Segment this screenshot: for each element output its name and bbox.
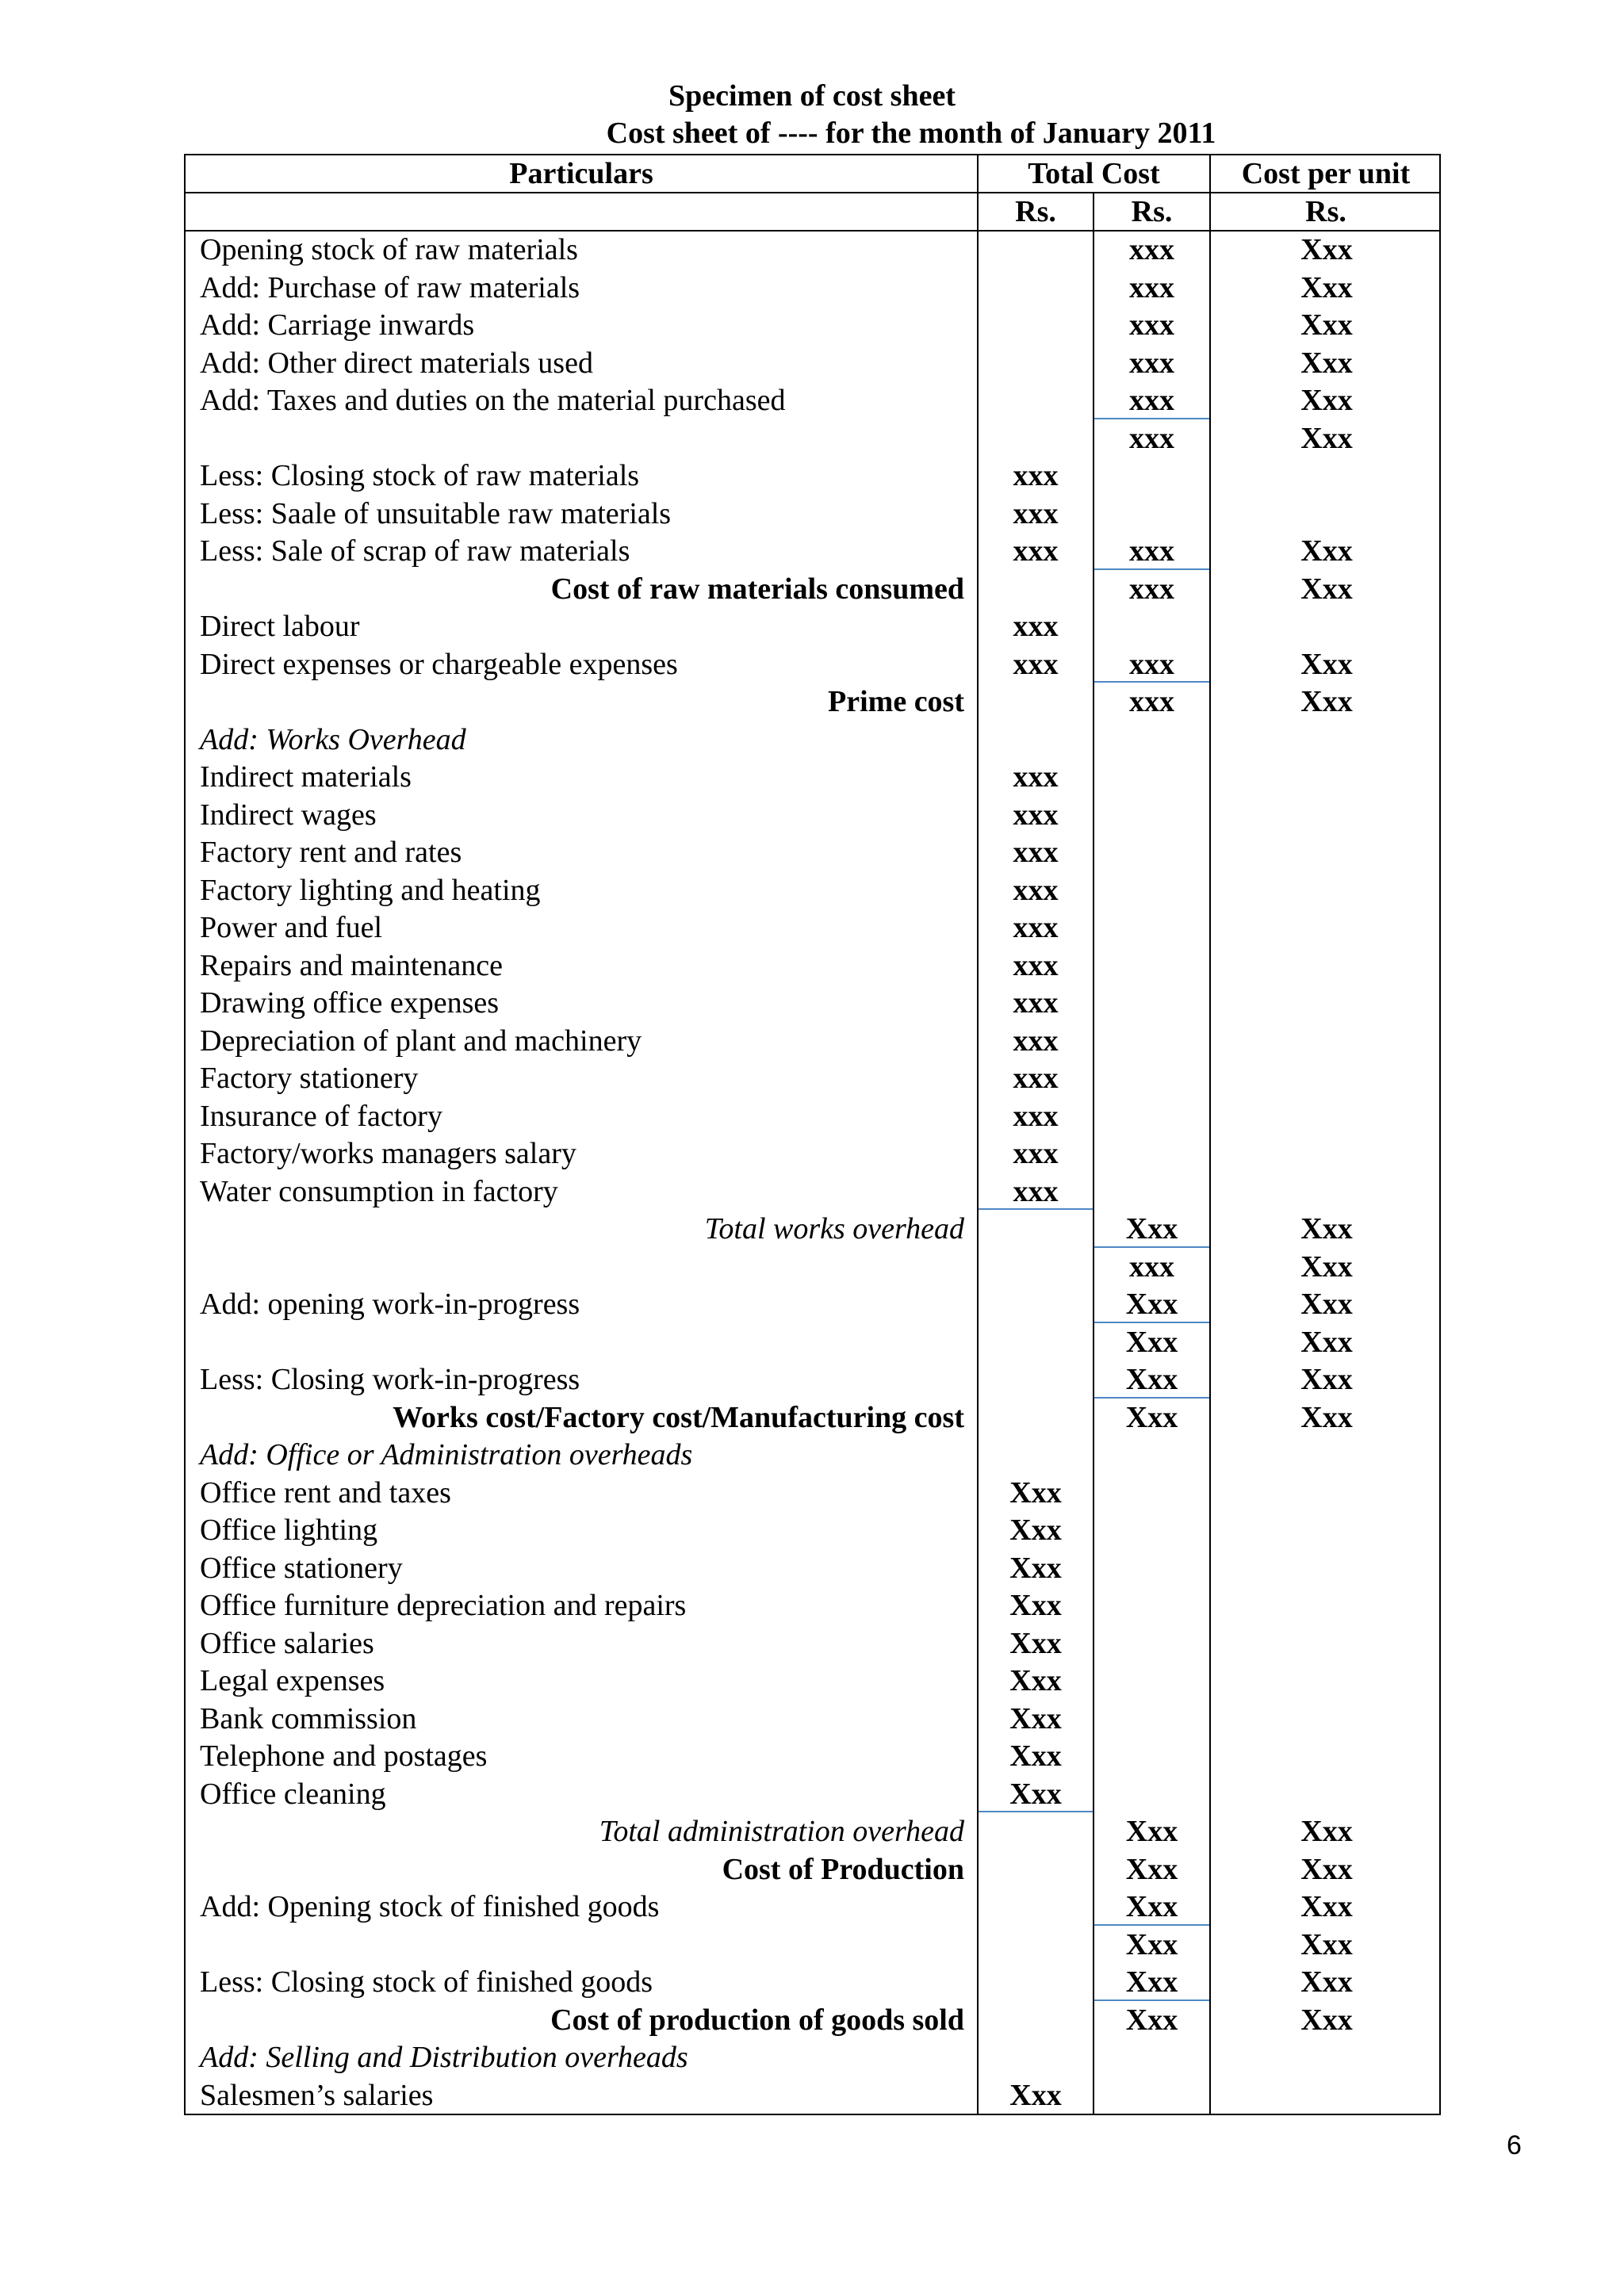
subheader-rs: Rs.: [1305, 195, 1346, 228]
amount-cell-c2: [1094, 1587, 1209, 1625]
amount-cell-c3: [1211, 947, 1442, 985]
amount-cell-c1: xxx: [1013, 534, 1059, 568]
amount-cell-c3: [1211, 1475, 1442, 1513]
amount-cell-c3: [1211, 909, 1442, 947]
row-label: Less: Closing stock of finished goods: [200, 1965, 653, 1999]
amount-cell-c3: [1211, 1098, 1442, 1136]
table-row: [186, 1663, 1442, 1701]
amount-cell-c1: xxx: [1013, 1024, 1059, 1058]
table-row: [186, 1361, 1442, 1399]
row-label: Add: Opening stock of finished goods: [200, 1890, 660, 1923]
amount-cell-c3: [1211, 457, 1442, 496]
amount-cell-c2: [1094, 1475, 1209, 1513]
amount-cell-c1: xxx: [1013, 760, 1059, 794]
row-label: Cost of raw materials consumed: [550, 572, 964, 606]
amount-cell-c2: [1094, 1135, 1209, 1173]
amount-cell-c2: Xxx: [1125, 2003, 1178, 2037]
amount-cell-c2: [1094, 721, 1209, 760]
cost-sheet-table: [184, 154, 1441, 2115]
row-label: Office stationery: [200, 1551, 403, 1585]
amount-cell-c1: Xxx: [1009, 1551, 1062, 1585]
table-row: [186, 1249, 1442, 1287]
subtotal-underline: [1094, 1246, 1209, 1248]
amount-cell-c1: [979, 683, 1093, 721]
table-row: [186, 345, 1442, 383]
header-particulars: Particulars: [509, 157, 653, 190]
amount-cell-c2: xxx: [1129, 534, 1174, 568]
table-row: [186, 872, 1442, 910]
table-row: [186, 1701, 1442, 1739]
amount-cell-c2: [1094, 909, 1209, 947]
row-label: [200, 1927, 969, 1965]
row-label: Add: Works Overhead: [200, 722, 466, 756]
row-label: Office salaries: [200, 1626, 374, 1660]
amount-cell-c3: Xxx: [1300, 1965, 1353, 1999]
table-row: [186, 1927, 1442, 1965]
amount-cell-c1: Xxx: [1009, 1664, 1062, 1697]
subtotal-underline: [979, 1811, 1093, 1812]
row-label: [200, 1249, 969, 1287]
header-cost-per-unit: Cost per unit: [1241, 157, 1411, 190]
amount-cell-c1: [979, 2002, 1093, 2040]
amount-cell-c2: Xxx: [1125, 1400, 1178, 1434]
amount-cell-c1: Xxx: [1009, 1513, 1062, 1547]
amount-cell-c1: xxx: [1013, 1062, 1059, 1095]
amount-cell-c1: [979, 1399, 1093, 1437]
amount-cell-c2: [1094, 1776, 1209, 1814]
subtotal-underline: [1094, 1397, 1209, 1399]
table-row: [186, 1098, 1442, 1136]
row-label: Less: Saale of unsuitable raw materials: [200, 496, 672, 530]
row-label: Opening stock of raw materials: [200, 233, 578, 266]
row-label: Indirect materials: [200, 760, 412, 794]
amount-cell-c3: Xxx: [1300, 346, 1353, 380]
amount-cell-c3: [1211, 834, 1442, 872]
row-label: Factory stationery: [200, 1062, 419, 1095]
row-label: Less: Sale of scrap of raw materials: [200, 534, 630, 568]
table-row: [186, 646, 1442, 684]
amount-cell-c3: Xxx: [1300, 233, 1353, 266]
table-row: [186, 1475, 1442, 1513]
amount-cell-c1: [979, 1964, 1093, 2002]
amount-cell-c3: [1211, 759, 1442, 797]
amount-cell-c3: [1211, 1663, 1442, 1701]
amount-cell-c2: [1094, 1023, 1209, 1061]
table-row: [186, 307, 1442, 345]
table-row: [186, 2077, 1442, 2115]
row-label: Less: Closing work-in-progress: [200, 1363, 580, 1396]
amount-cell-c2: Xxx: [1125, 1325, 1178, 1359]
amount-cell-c3: Xxx: [1300, 2003, 1353, 2037]
table-row: [186, 1587, 1442, 1625]
amount-cell-c2: [1094, 985, 1209, 1023]
amount-cell-c3: Xxx: [1300, 685, 1353, 718]
row-label: Depreciation of plant and machinery: [200, 1024, 642, 1058]
amount-cell-c2: [1094, 1625, 1209, 1663]
amount-cell-c1: xxx: [1013, 798, 1059, 832]
amount-cell-c2: Xxx: [1125, 1890, 1178, 1923]
amount-cell-c3: Xxx: [1300, 1400, 1353, 1434]
amount-cell-c1: Xxx: [1009, 1475, 1062, 1510]
amount-cell-c1: [979, 1813, 1093, 1851]
row-label: Bank commission: [200, 1701, 417, 1735]
amount-cell-c2: xxx: [1129, 572, 1174, 606]
amount-cell-c3: Xxx: [1300, 1890, 1353, 1923]
table-row: [186, 2002, 1442, 2040]
table-row: [186, 721, 1442, 760]
amount-cell-c3: Xxx: [1300, 534, 1353, 568]
row-label: Total administration overhead: [599, 1815, 964, 1848]
amount-cell-c2: [1094, 1701, 1209, 1739]
row-label: Add: Office or Administration overheads: [200, 1438, 693, 1471]
row-label: Drawing office expenses: [200, 986, 500, 1020]
subtotal-underline: [1094, 681, 1209, 683]
subtotal-underline: [1094, 1999, 1209, 2001]
row-label: Add: Purchase of raw materials: [200, 270, 580, 304]
table-row: [186, 797, 1442, 835]
amount-cell-c3: Xxx: [1300, 647, 1353, 681]
amount-cell-c3: [1211, 1550, 1442, 1588]
table-row: [186, 683, 1442, 721]
amount-cell-c2: Xxx: [1125, 1363, 1178, 1396]
amount-cell-c2: Xxx: [1125, 1965, 1178, 1999]
table-row: [186, 909, 1442, 947]
amount-cell-c1: [979, 420, 1093, 458]
table-row: [186, 947, 1442, 985]
table-row: [186, 1776, 1442, 1814]
row-label: Add: Carriage inwards: [200, 308, 475, 342]
amount-cell-c2: xxx: [1129, 346, 1174, 380]
amount-cell-c3: [1211, 2077, 1442, 2115]
amount-cell-c3: [1211, 1625, 1442, 1663]
amount-cell-c3: [1211, 872, 1442, 910]
table-row: [186, 1324, 1442, 1362]
amount-cell-c2: [1094, 608, 1209, 646]
amount-cell-c2: xxx: [1129, 1249, 1174, 1284]
table-row: [186, 1964, 1442, 2002]
table-row: [186, 759, 1442, 797]
table-row: [186, 1173, 1442, 1211]
amount-cell-c1: xxx: [1013, 459, 1059, 492]
amount-cell-c1: [979, 382, 1093, 420]
amount-cell-c1: xxx: [1013, 1137, 1059, 1170]
amount-cell-c1: xxx: [1013, 1099, 1059, 1133]
amount-cell-c2: [1094, 947, 1209, 985]
amount-cell-c2: [1094, 457, 1209, 496]
row-label: [200, 420, 969, 458]
amount-cell-c2: xxx: [1129, 233, 1174, 266]
amount-cell-c2: Xxx: [1125, 1815, 1178, 1848]
row-label: Legal expenses: [200, 1664, 385, 1697]
row-label: Add: Taxes and duties on the material purchased: [200, 384, 786, 417]
row-label: Cost of production of goods sold: [550, 2003, 964, 2037]
subtotal-underline: [1094, 568, 1209, 570]
amount-cell-c3: Xxx: [1300, 308, 1353, 342]
row-label: Factory rent and rates: [200, 836, 462, 869]
table-row: [186, 2039, 1442, 2077]
table-row: [186, 1738, 1442, 1776]
amount-cell-c1: Xxx: [1009, 1626, 1062, 1660]
amount-cell-c3: [1211, 797, 1442, 835]
amount-cell-c3: [1211, 608, 1442, 646]
table-row: [186, 1851, 1442, 1889]
table-row: [186, 1286, 1442, 1324]
page-number: 6: [1507, 2130, 1522, 2160]
amount-cell-c1: Xxx: [1009, 2078, 1062, 2112]
amount-cell-c3: Xxx: [1300, 270, 1353, 304]
row-label: Office cleaning: [200, 1777, 386, 1811]
row-label: Direct labour: [200, 610, 360, 643]
amount-cell-c1: Xxx: [1009, 1589, 1062, 1622]
amount-cell-c2: [1094, 1437, 1209, 1475]
row-label: Add: Selling and Distribution overheads: [200, 2041, 688, 2074]
amount-cell-c1: [979, 1211, 1093, 1249]
row-label: Add: opening work-in-progress: [200, 1288, 580, 1321]
document-title: Specimen of cost sheet: [668, 79, 956, 113]
amount-cell-c3: Xxx: [1300, 384, 1353, 417]
row-label: Repairs and maintenance: [200, 948, 503, 982]
amount-cell-c1: [979, 1286, 1093, 1324]
amount-cell-c1: [979, 1437, 1093, 1475]
amount-cell-c2: [1094, 2039, 1209, 2077]
amount-cell-c1: [979, 1249, 1093, 1287]
amount-cell-c1: [979, 1361, 1093, 1399]
amount-cell-c1: [979, 1888, 1093, 1927]
table-row: [186, 457, 1442, 496]
amount-cell-c3: [1211, 1437, 1442, 1475]
amount-cell-c1: xxx: [1013, 496, 1059, 530]
amount-cell-c1: [979, 232, 1093, 270]
table-row: [186, 382, 1442, 420]
amount-cell-c3: Xxx: [1300, 1815, 1353, 1848]
amount-cell-c2: xxx: [1129, 421, 1174, 455]
amount-cell-c3: [1211, 496, 1442, 534]
amount-cell-c3: Xxx: [1300, 421, 1353, 455]
amount-cell-c3: [1211, 1776, 1442, 1814]
amount-cell-c1: xxx: [1013, 873, 1059, 907]
row-label: Water consumption in factory: [200, 1174, 558, 1208]
row-label: Office rent and taxes: [200, 1475, 451, 1510]
table-row: [186, 1023, 1442, 1061]
table-row: [186, 1135, 1442, 1173]
subtotal-underline: [1094, 1924, 1209, 1926]
amount-cell-c2: [1094, 1098, 1209, 1136]
row-label: Insurance of factory: [200, 1099, 442, 1133]
amount-cell-c2: xxx: [1129, 270, 1174, 304]
row-label: Salesmen’s salaries: [200, 2078, 434, 2112]
table-row: [186, 232, 1442, 270]
amount-cell-c2: [1094, 496, 1209, 534]
amount-cell-c2: [1094, 1663, 1209, 1701]
amount-cell-c2: [1094, 1060, 1209, 1098]
table-row: [186, 608, 1442, 646]
row-label: Add: Other direct materials used: [200, 346, 593, 380]
amount-cell-c2: [1094, 1173, 1209, 1211]
header-total-cost: Total Cost: [1028, 157, 1160, 190]
amount-cell-c3: Xxx: [1300, 1212, 1353, 1246]
amount-cell-c3: Xxx: [1300, 1363, 1353, 1396]
row-label: Factory/works managers salary: [200, 1137, 576, 1170]
table-row: [186, 1550, 1442, 1588]
amount-cell-c3: Xxx: [1300, 1927, 1353, 1961]
amount-cell-c3: Xxx: [1300, 1325, 1353, 1359]
amount-cell-c2: Xxx: [1125, 1927, 1178, 1961]
table-row: [186, 1512, 1442, 1550]
amount-cell-c2: [1094, 1550, 1209, 1588]
amount-cell-c1: [979, 307, 1093, 345]
amount-cell-c2: xxx: [1129, 308, 1174, 342]
amount-cell-c3: [1211, 721, 1442, 760]
row-label: Factory lighting and heating: [200, 873, 541, 907]
amount-cell-c3: [1211, 2039, 1442, 2077]
document-subtitle: Cost sheet of ---- for the month of January 2011: [606, 117, 1216, 150]
amount-cell-c3: [1211, 1701, 1442, 1739]
amount-cell-c1: Xxx: [1009, 1777, 1062, 1811]
table-row: [186, 420, 1442, 458]
amount-cell-c3: Xxx: [1300, 1288, 1353, 1321]
amount-cell-c1: xxx: [1013, 647, 1059, 681]
amount-cell-c1: [979, 2039, 1093, 2077]
amount-cell-c1: xxx: [1013, 836, 1059, 869]
amount-cell-c3: [1211, 1738, 1442, 1776]
amount-cell-c3: [1211, 1173, 1442, 1211]
subtotal-underline: [979, 1208, 1093, 1210]
table-row: [186, 1399, 1442, 1437]
amount-cell-c3: [1211, 985, 1442, 1023]
row-label: Indirect wages: [200, 798, 377, 832]
table-row: [186, 834, 1442, 872]
amount-cell-c1: [979, 1324, 1093, 1362]
row-label: Power and fuel: [200, 911, 383, 944]
amount-cell-c3: [1211, 1135, 1442, 1173]
amount-cell-c2: [1094, 834, 1209, 872]
amount-cell-c3: Xxx: [1300, 572, 1353, 606]
amount-cell-c2: xxx: [1129, 685, 1174, 718]
amount-cell-c2: [1094, 872, 1209, 910]
amount-cell-c2: xxx: [1129, 647, 1174, 681]
amount-cell-c1: xxx: [1013, 986, 1059, 1020]
amount-cell-c2: [1094, 2077, 1209, 2115]
amount-cell-c1: [979, 1927, 1093, 1965]
row-label: Office furniture depreciation and repairs: [200, 1589, 687, 1622]
amount-cell-c2: [1094, 759, 1209, 797]
amount-cell-c3: Xxx: [1300, 1249, 1353, 1284]
row-label: Office lighting: [200, 1513, 378, 1547]
amount-cell-c3: [1211, 1587, 1442, 1625]
row-label: Prime cost: [828, 685, 964, 718]
row-label: Telephone and postages: [200, 1739, 488, 1773]
amount-cell-c1: xxx: [1013, 1174, 1059, 1208]
table-row: [186, 571, 1442, 609]
row-label: Less: Closing stock of raw materials: [200, 459, 640, 492]
subheader-rs: Rs.: [1015, 195, 1056, 228]
amount-cell-c2: Xxx: [1125, 1212, 1178, 1246]
table-row: [186, 1888, 1442, 1927]
amount-cell-c3: [1211, 1512, 1442, 1550]
amount-cell-c1: [979, 270, 1093, 308]
amount-cell-c2: xxx: [1129, 384, 1174, 417]
amount-cell-c2: Xxx: [1125, 1288, 1178, 1321]
subtotal-underline: [1094, 1322, 1209, 1323]
amount-cell-c2: Xxx: [1125, 1852, 1178, 1886]
amount-cell-c2: [1094, 1512, 1209, 1550]
amount-cell-c1: Xxx: [1009, 1701, 1062, 1735]
amount-cell-c1: xxx: [1013, 610, 1059, 643]
table-row: [186, 1625, 1442, 1663]
amount-cell-c1: [979, 571, 1093, 609]
amount-cell-c1: [979, 1851, 1093, 1889]
amount-cell-c3: Xxx: [1300, 1852, 1353, 1886]
amount-cell-c1: [979, 345, 1093, 383]
table-row: [186, 533, 1442, 571]
table-row: [186, 985, 1442, 1023]
row-label: [200, 1324, 969, 1362]
amount-cell-c1: Xxx: [1009, 1739, 1062, 1773]
amount-cell-c1: [979, 721, 1093, 760]
table-row: [186, 496, 1442, 534]
amount-cell-c3: [1211, 1060, 1442, 1098]
table-row: [186, 1437, 1442, 1475]
subtotal-underline: [1094, 418, 1209, 419]
row-label: Cost of Production: [722, 1852, 964, 1886]
table-row: [186, 1060, 1442, 1098]
amount-cell-c2: [1094, 1738, 1209, 1776]
table-row: [186, 1211, 1442, 1249]
table-row: [186, 270, 1442, 308]
row-label: Direct expenses or chargeable expenses: [200, 647, 678, 681]
row-label: Total works overhead: [704, 1212, 964, 1246]
amount-cell-c1: xxx: [1013, 911, 1059, 944]
table-row: [186, 1813, 1442, 1851]
amount-cell-c1: xxx: [1013, 948, 1059, 982]
amount-cell-c2: [1094, 797, 1209, 835]
row-label: Works cost/Factory cost/Manufacturing cost: [393, 1400, 964, 1434]
amount-cell-c3: [1211, 1023, 1442, 1061]
subheader-rs: Rs.: [1131, 195, 1173, 228]
